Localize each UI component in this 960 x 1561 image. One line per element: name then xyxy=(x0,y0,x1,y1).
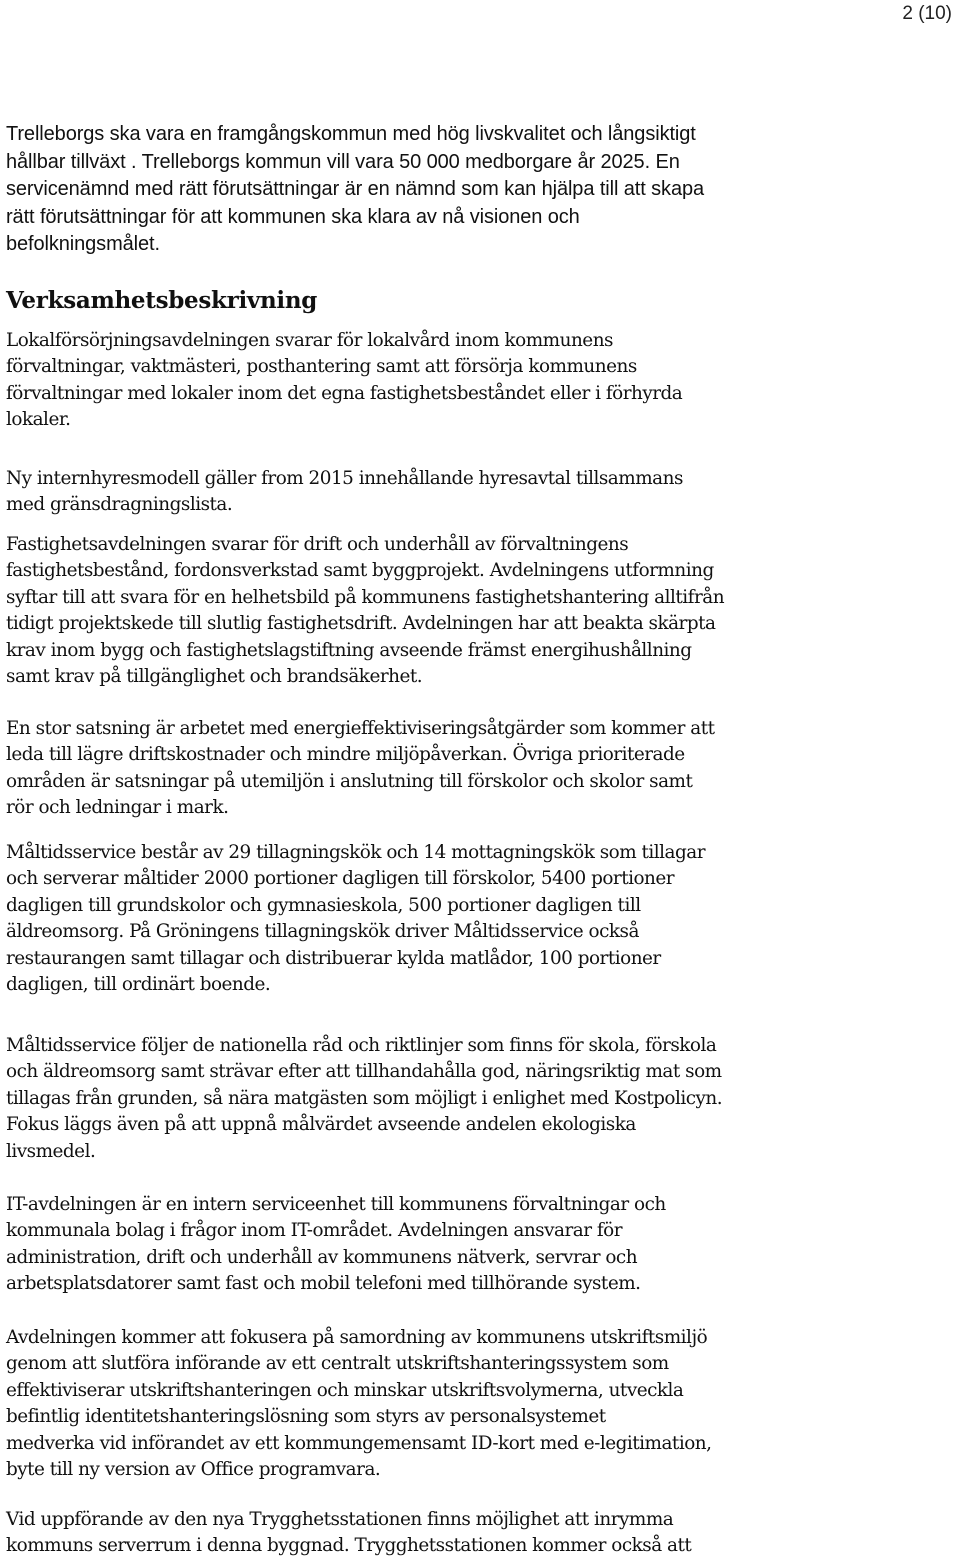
section-heading: Verksamhetsbeskrivning xyxy=(6,287,318,314)
page-number: 2 (10) xyxy=(902,3,952,24)
paragraph-trygghetsstationen: Vid uppförande av den nya Trygghetsstationen finns möjlighet att inrymma kommuns serverrum i denna byggnad. Trygghetsstationen kommer också att xyxy=(6,1509,692,1557)
intro-paragraph: Trelleborgs ska vara en framgångskommun med hög livskvalitet och långsiktigt hållbar tillväxt . Trelleborgs kommun vill vara 50 000 medborgare år 2025. En servicenämnd med rätt förutsättningar är en nämnd som kan hjälpa till att skapa rätt förutsättningar för att kommunen ska klara av nå visionen och befolkningsmålet. xyxy=(6,123,705,255)
paragraph-internhyresmodell: Ny internhyresmodell gäller from 2015 innehållande hyresavtal tillsammans med gränsdragningslista. xyxy=(6,468,683,516)
paragraph-utskriftsmiljo: Avdelningen kommer att fokusera på samordning av kommunens utskriftsmiljö genom att slutföra införande av ett centralt utskriftshanteringssystem som effektiviserar utskriftshanteringen och minskar utskriftsvolymerna, utveckla befintlig identitetshanteringslösning som styrs av personalsystemet medverka vid införandet av ett kommungemensamt ID-kort med e-legitimation, byte till ny version av Office programvara. xyxy=(6,1327,712,1481)
paragraph-it-avdelningen: IT-avdelningen är en intern serviceenhet till kommunens förvaltningar och kommunala bolag i frågor inom IT-området. Avdelningen ansvarar för administration, drift och underhåll av kommunens nätverk, servrar och arbetsplatsdatorer samt fast och mobil telefoni med tillhörande system. xyxy=(6,1194,666,1295)
paragraph-maltidsservice: Måltidsservice består av 29 tillagningskök och 14 mottagningskök som tillagar och serverar måltider 2000 portioner dagligen till förskolor, 5400 portioner dagligen till grundskolor och gymnasieskola, 500 portioner dagligen till äldreomsorg. På Gröningens tillagningskök driver Måltidsservice också restaurangen samt tillagar och distribuerar kylda matlådor, 100 portioner dagligen, till ordinärt boende. xyxy=(6,842,706,996)
paragraph-energieffektivisering: En stor satsning är arbetet med energieffektiviseringsåtgärder som kommer att leda till lägre driftskostnader och mindre miljöpåverkan. Övriga prioriterade områden är satsningar på utemiljön i anslutning till förskolor och skolor samt rör och ledningar i mark. xyxy=(6,718,715,819)
paragraph-lokalforsorjning: Lokalförsörjningsavdelningen svarar för lokalvård inom kommunens förvaltningar, vaktmästeri, posthantering samt att försörja kommunens förvaltningar med lokaler inom det egna fastighetsbeståndet eller i förhyrda lokaler. xyxy=(6,330,683,431)
paragraph-maltidsservice-riktlinjer: Måltidsservice följer de nationella råd och riktlinjer som finns för skola, förskola och äldreomsorg samt strävar efter att tillhandahålla god, näringsriktig mat som tillagas från grunden, så nära matgästen som möjligt i enlighet med Kostpolicyn. Fokus läggs även på att uppnå målvärdet avseende andelen ekologiska livsmedel. xyxy=(6,1035,723,1162)
paragraph-fastighetsavdelningen: Fastighetsavdelningen svarar för drift och underhåll av förvaltningens fastighetsbestånd, fordonsverkstad samt byggprojekt. Avdelningens utformning syftar till att svara för en helhetsbild på kommunens fastighetshantering alltifrån tidigt projektskede till slutlig fastighetsdrift. Avdelningen har att beakta skärpta krav inom bygg och fastighetslagstiftning avseende främst energihushållning samt krav på tillgänglighet och brandsäkerhet. xyxy=(6,534,725,688)
